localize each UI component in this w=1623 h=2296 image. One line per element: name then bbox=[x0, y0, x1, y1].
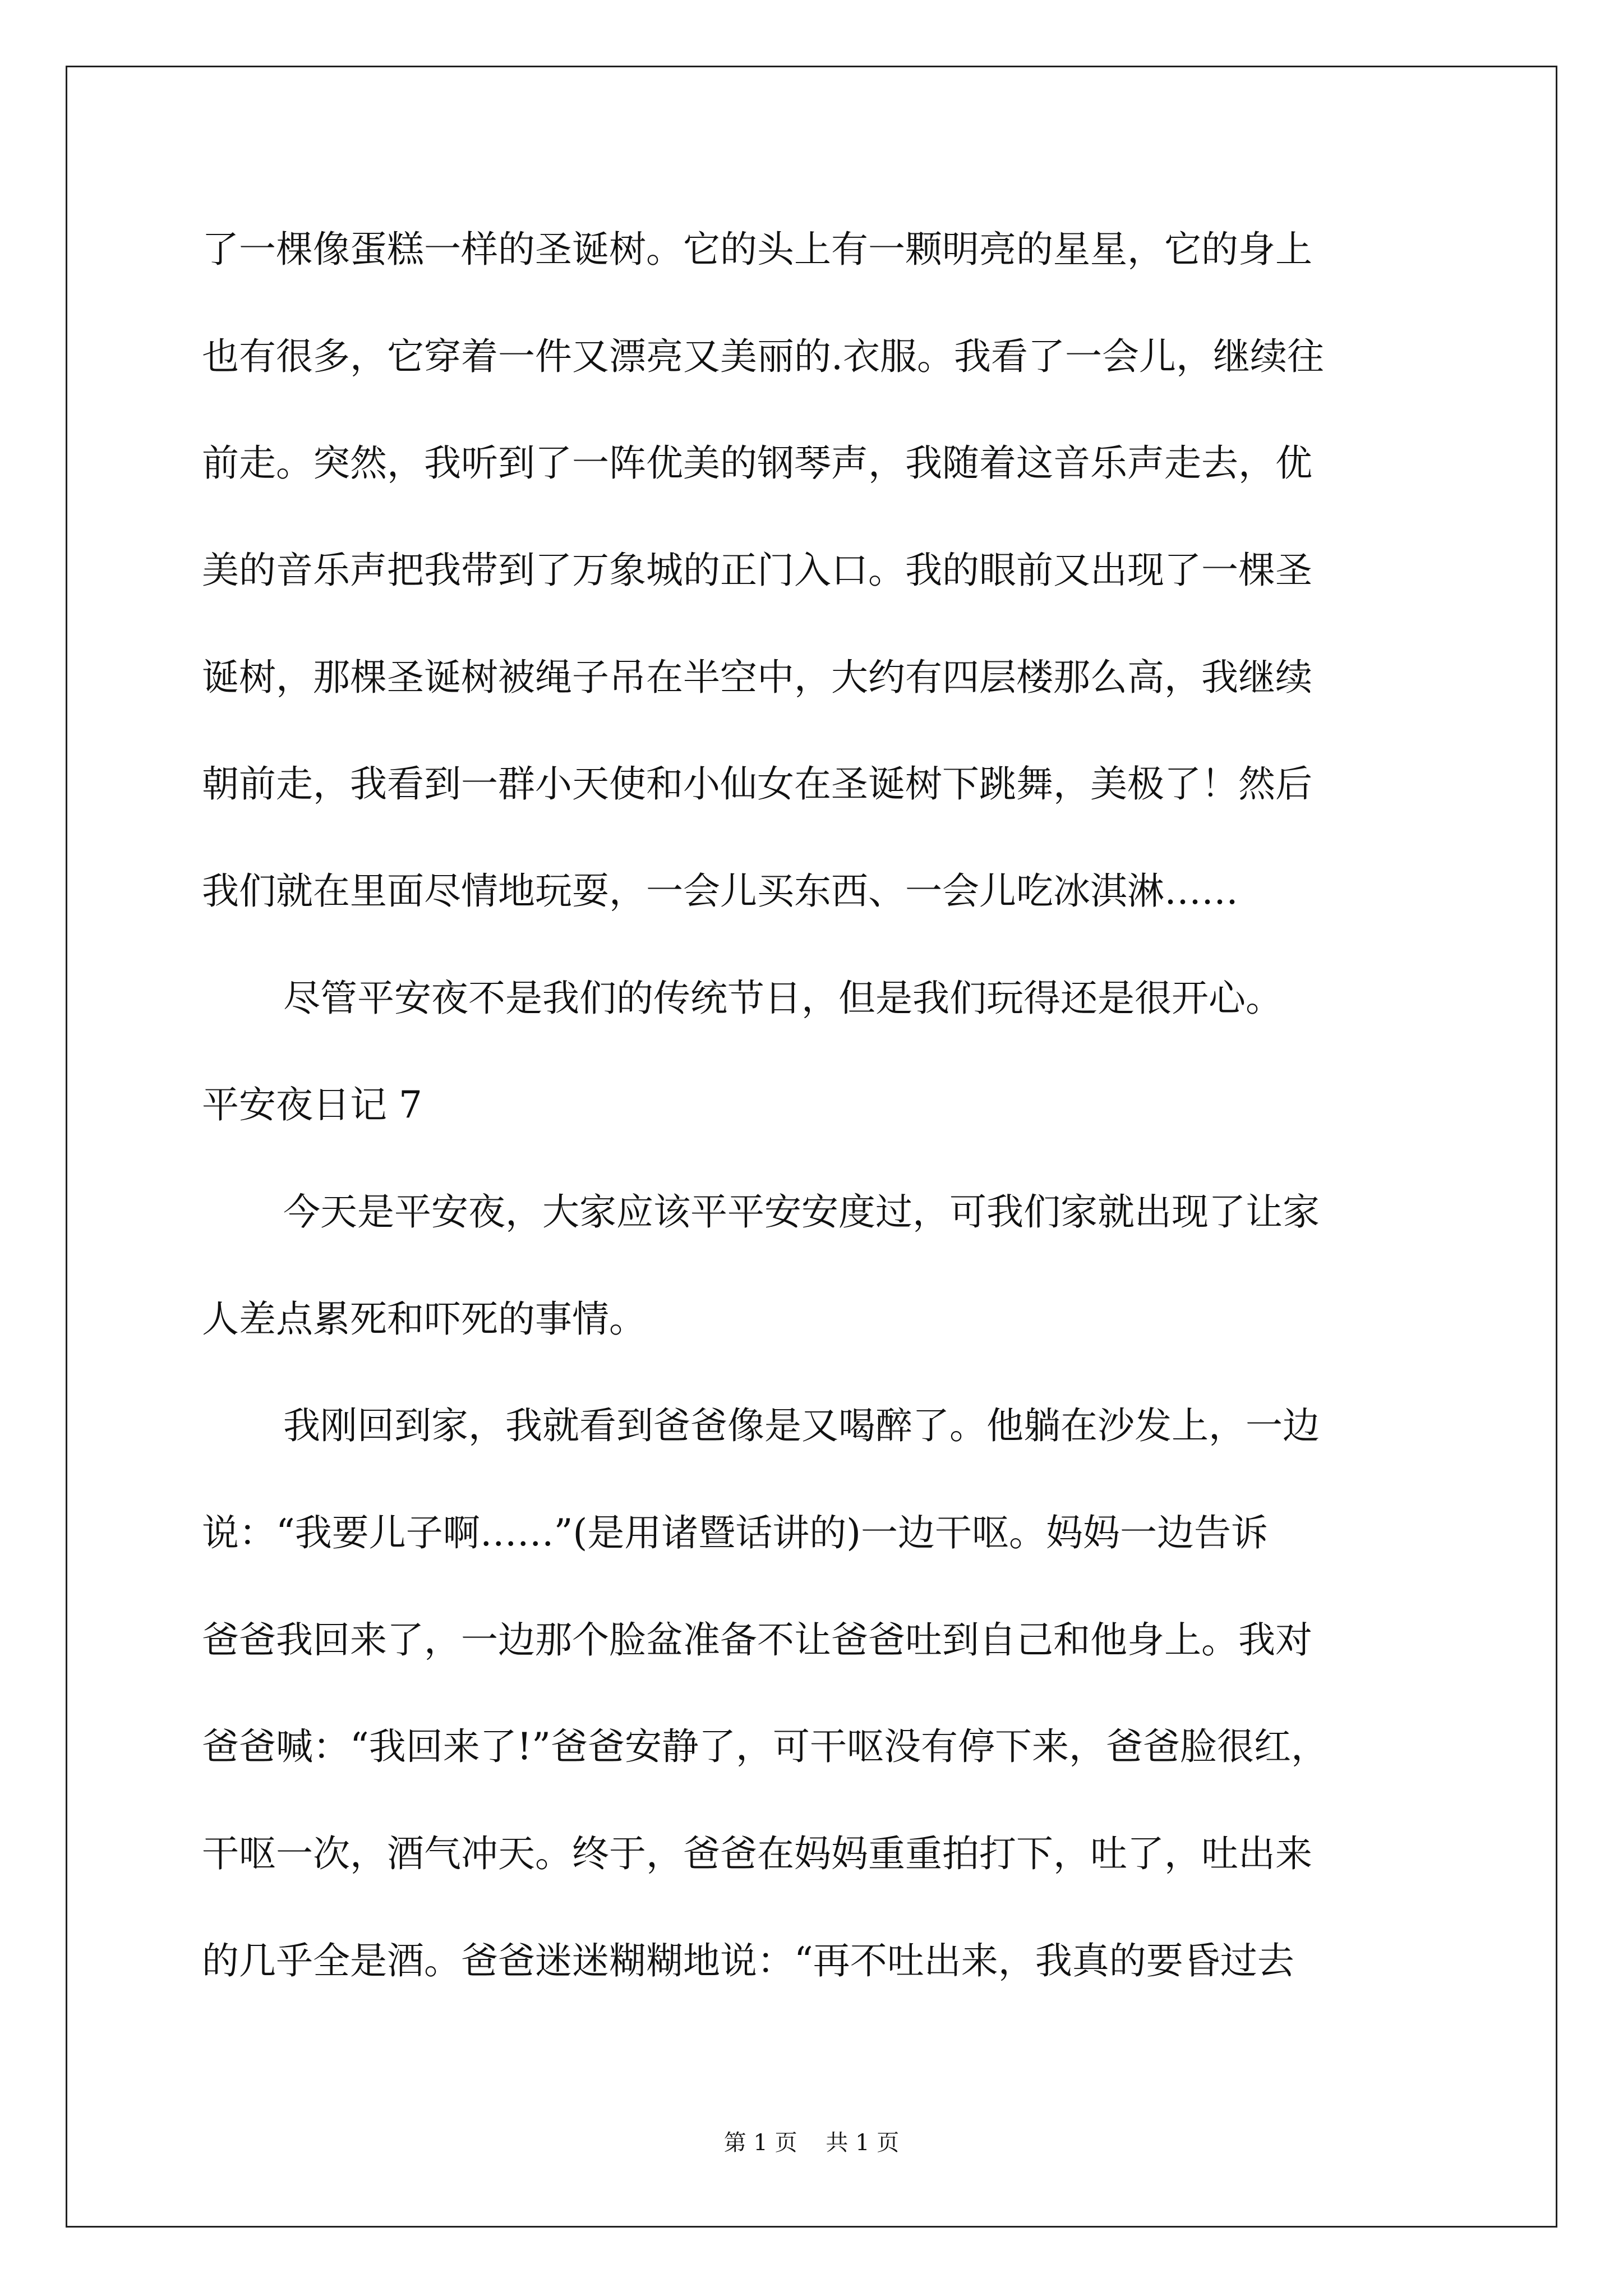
body-line: 朝前走，我看到一群小天使和小仙女在圣诞树下跳舞，美极了！然后 bbox=[202, 762, 1312, 806]
page-number-footer: 第 1 页 共 1 页 bbox=[723, 2130, 900, 2156]
page-border bbox=[66, 66, 1557, 2228]
body-line: 爸爸喊：“我回来了!”爸爸安静了，可干呕没有停下来，爸爸脸很红， bbox=[202, 1725, 1329, 1768]
body-line-indented: 今天是平安夜，大家应该平平安安度过，可我们家就出现了让家 bbox=[283, 1190, 1320, 1234]
body-line: 也有很多，它穿着一件又漂亮又美丽的.衣服。我看了一会儿，继续往 bbox=[202, 335, 1324, 378]
body-line: 了一棵像蛋糕一样的圣诞树。它的头上有一颗明亮的星星，它的身上 bbox=[202, 228, 1312, 271]
body-line: 说：“我要儿子啊……”(是用诸暨话讲的)一边干呕。妈妈一边告诉 bbox=[202, 1511, 1268, 1554]
body-line-indented: 尽管平安夜不是我们的传统节日，但是我们玩得还是很开心。 bbox=[283, 977, 1283, 1020]
body-line: 爸爸我回来了，一边那个脸盆准备不让爸爸吐到自己和他身上。我对 bbox=[202, 1618, 1312, 1662]
body-line: 美的音乐声把我带到了万象城的正门入口。我的眼前又出现了一棵圣 bbox=[202, 549, 1312, 592]
body-line: 诞树，那棵圣诞树被绳子吊在半空中，大约有四层楼那么高，我继续 bbox=[202, 656, 1312, 699]
body-line: 干呕一次，酒气冲天。终于，爸爸在妈妈重重拍打下，吐了，吐出来 bbox=[202, 1832, 1312, 1875]
body-line: 我们就在里面尽情地玩耍，一会儿买东西、一会儿吃冰淇淋…… bbox=[202, 869, 1238, 913]
section-heading: 平安夜日记 7 bbox=[202, 1083, 422, 1126]
body-line: 的几乎全是酒。爸爸迷迷糊糊地说：“再不吐出来，我真的要昏过去 bbox=[202, 1939, 1294, 1982]
body-line: 人差点累死和吓死的事情。 bbox=[202, 1297, 646, 1341]
body-line: 前走。突然，我听到了一阵优美的钢琴声，我随着这音乐声走去，优 bbox=[202, 441, 1312, 485]
body-line-indented: 我刚回到家，我就看到爸爸像是又喝醉了。他躺在沙发上，一边 bbox=[283, 1404, 1320, 1447]
